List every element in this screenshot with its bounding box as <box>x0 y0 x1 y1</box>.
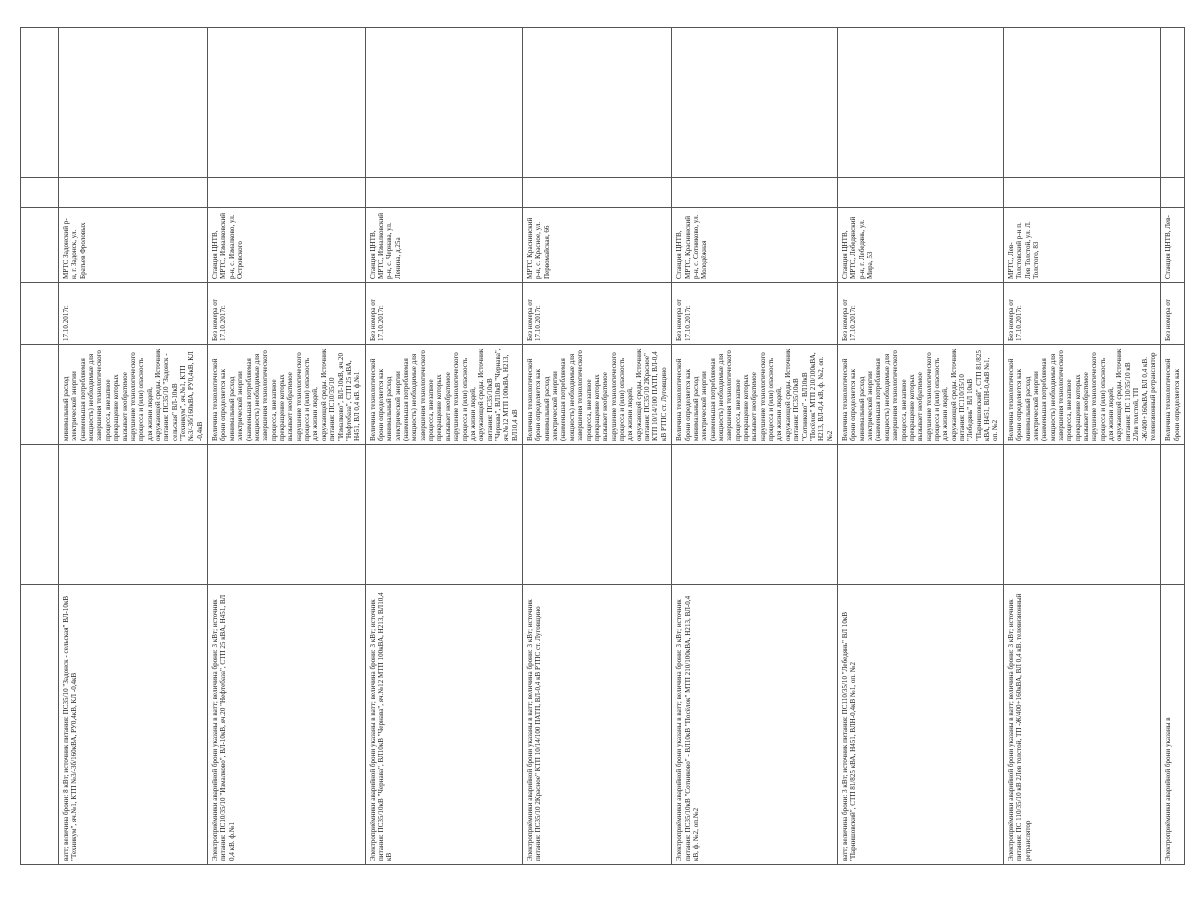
cell-desc: Величина технологической брони определяется как минимальный расход электрической энергии (наименьшая потребляемая мощность) необходимые для завершения технологического процесса, внезапное прекращение которых вызывает необратимое нарушение технологического процесса и (или) опасность для жизни людей, окружающей среды. Источник питания: ПС35/10 2Красное" КТП 10/14/100 ПАТП, ВЛ-0,4 кВ РТПС ст. Луговщино <box>523 345 672 445</box>
cell-empty <box>672 445 838 585</box>
cell-empty <box>1003 178 1160 208</box>
cell-desc: минимальный расход электрической энергии (наименьшая потребляемая мощность) необходимые для завершения технологического процесса, внезапное прекращение которых вызывает необратимое нарушение технологического процесса и (или) опасность для жизни людей, окружающей среды. Источник питания: ПС35/10 "Задонск - сельская" ВЛ-10кВ "Техникум", яч.№1, КТП №3/-3б/160кВА, РУ0,4кВ, КЛ -0,4кВ <box>59 345 208 445</box>
cell-empty <box>21 445 59 585</box>
table-row <box>365 28 522 865</box>
cell-place: Станция ЦНТВ, МРТС, Измалковский р-н, с. Чернава, ул. Ленина, д.25а <box>365 208 522 283</box>
cell-note: Электроприёмники аварийной брони указаны в <box>1161 585 1185 865</box>
cell-desc: Величина технологической брони определяется как минимальный расход электрической энергии (наименьшая потребляемая мощность) необходимые для завершения технологического процесса, внезапное прекращение которых вызывает необратимое нарушение технологического процесса и (или) опасность для жизни людей, окружающей среды. Источник питания: ПС110/35/10 "Лебедянь" ВЛ 10кВ "Парнишовский", СТП 81/825 кВА, Н451, ВЛН-0,4кВ №1, оп. №2 <box>837 345 1003 445</box>
cell-empty <box>523 178 672 208</box>
cell-place: Станция ЦНТВ, МРТС, Измалковский р-н, с. Измалково, ул. Островского <box>208 208 365 283</box>
cell-place: Станция ЦНТВ, МРТС, Лебедянский р-н, г. Лебедянь, ул. Мира, 53 <box>837 208 1003 283</box>
cell-date: Без номера от 17.10.2017г. <box>672 283 838 345</box>
cell-empty <box>1161 28 1185 178</box>
cell-empty <box>672 28 838 178</box>
cell-empty <box>208 445 365 585</box>
cell-note: Электроприёмники аварийной брони указаны в ватт; величина брони: 3 кВт; источник питания: ПС 110/35/10 кВ 2Лев толстой, ТП -Ж/400+160кВА, ВЛ 0,4 кВ. телевизионный ретранслятор <box>1003 585 1160 865</box>
cell-empty <box>365 28 522 178</box>
cell-note: ватт; величина брони: 3 кВт; источник питания: ПС110/35/10 "Лебедянь" ВЛ 10кВ "Парнишовский", СТП 81/825 кВА, Н451, ВЛН-0,4кВ №1, оп. №2 <box>837 585 1003 865</box>
table-row <box>59 28 208 865</box>
cell-date: Без номера от 17.10.2017г. <box>837 283 1003 345</box>
armour-table <box>20 27 1185 865</box>
cell-desc: Величина технологической брони определяется как минимальный расход электрической энергии (наименьшая потребляемая мощность) необходимые для завершения технологического процесса, внезапное прекращение которых вызывает необратимое нарушение технологического процесса и (или) опасность для жизни людей, окружающей среды. Источник питания: ПС35/10кВ "Чернава", ВЛ10кВ "Чернава", яч.№12 МТП 100кВА, Н213, ВЛ10,4 кВ <box>365 345 522 445</box>
cell-note: Электроприёмники аварийной брони указаны в ватт; величина брони: 3 кВт; источник питания: ПС35/10 2Красное" КТП 10/14/100 ПАТП, ВЛ-0,4 кВ РТПС ст. Луговщино <box>523 585 672 865</box>
table-row <box>837 28 1003 865</box>
cell-empty <box>21 178 59 208</box>
cell-date: Без номера от 17.10.2017г. <box>208 283 365 345</box>
cell-note <box>21 585 59 865</box>
cell-empty <box>365 178 522 208</box>
table-row <box>672 28 838 865</box>
cell-place: МРТС Задонский р- н, г. Задонск, ул. Братьев Фроловых <box>59 208 208 283</box>
cell-date <box>21 283 59 345</box>
cell-empty <box>59 178 208 208</box>
cell-place: МРТС Краснинский р-н, с. Красное, ул. Первомайская, 66 <box>523 208 672 283</box>
cell-date: Без номера от 17.10.2017г. <box>365 283 522 345</box>
cell-place: Станция ЦНТВ, Лев- <box>1161 208 1185 283</box>
cell-date: 17.10.2017г. <box>59 283 208 345</box>
cell-desc <box>21 345 59 445</box>
cell-desc: Величина технологической брони определяется как <box>1161 345 1185 445</box>
cell-empty <box>208 178 365 208</box>
cell-place <box>21 208 59 283</box>
cell-empty <box>59 445 208 585</box>
cell-desc: Величина технологической брони определяется как минимальный расход электрической энергии (наименьшая потребляемая мощность) необходимые для завершения технологического процесса, внезапное прекращение которых вызывает необратимое нарушение технологического процесса и (или) опасность для жизни людей, окружающей среды. Источник питания: ПС35/10кВ "Сотниково" - ВЛ10кВ "Посёлок" МТП 210/100кВА, Н213, ВЛ-0,4 кВ, ф. №2, оп.№2 <box>672 345 838 445</box>
cell-empty <box>59 28 208 178</box>
cell-date: Без номера от <box>1161 283 1185 345</box>
table-row <box>523 28 672 865</box>
cell-note: Электроприёмники аварийной брони указаны в ватт; величина брони: 3 кВт; источник питания: ПС35/10кВ "Чернава", ВЛ10кВ "Чернава", яч.№12 МТП 100кВА, Н213, ВЛ10,4 кВ <box>365 585 522 865</box>
cell-empty <box>672 178 838 208</box>
cell-empty <box>523 445 672 585</box>
rotated-table-container <box>20 28 1181 865</box>
cell-empty <box>365 445 522 585</box>
cell-empty <box>1003 445 1160 585</box>
cell-date: Без номера от 17.10.2017г. <box>1003 283 1160 345</box>
cell-empty <box>1161 445 1185 585</box>
cell-empty <box>837 445 1003 585</box>
cell-empty <box>1161 178 1185 208</box>
cell-empty <box>208 28 365 178</box>
cell-note: Электроприёмники аварийной брони указаны в ватт; величина брони: 3 кВт; источник питания: ПС35/10кВ "Сотниково" - ВЛ10кВ "Посёлок" МТП 210/100кВА, Н213, ВЛ-0,4 кВ, ф. №2, оп.№2 <box>672 585 838 865</box>
cell-empty <box>523 28 672 178</box>
cell-desc: Величина технологической брони определяется как минимальный расход электрической энергии (наименьшая потребляемая мощность) необходимые для завершения технологического процесса, внезапное прекращение которых вызывает необратимое нарушение технологического процесса и (или) опасность для жизни людей, окружающей среды. Источник питания: ПС10/35/10 "Измалково", ВЛ-10кВ, яч.20 "Нефтебаза", СТП 25 кВА, Н451, ВЛ 0,4 кВ. ф.№1 <box>208 345 365 445</box>
cell-empty <box>1003 28 1160 178</box>
cell-place: МРТС, Лев-Толстовский р-н п. Лев Толстой, ул. Л. Толстого, 83 <box>1003 208 1160 283</box>
table-row <box>1003 28 1160 865</box>
cell-note: ватт; величина брони: 8 кВт; источник питания: ПС35/10 "Задонск - сельская" ВЛ-10кВ "Техникум", яч.№1, КТП №3/-3б/160кВА, РУ0,4кВ, КЛ -0,4кВ <box>59 585 208 865</box>
cell-empty <box>21 28 59 178</box>
table-row <box>1161 28 1185 865</box>
cell-empty <box>837 28 1003 178</box>
cell-note: Электроприёмники аварийной брони указаны в ватт; величина брони: 3 кВт; источник питания: ПС10/35/10 "Измалково", ВЛ-10кВ, яч.20 "Нефтебаза", СТП 25 кВА, Н451, ВЛ 0,4 кВ. ф.№1 <box>208 585 365 865</box>
cell-empty <box>837 178 1003 208</box>
cell-date: Без номера от 17.10.2017г. <box>523 283 672 345</box>
cell-place: Станция ЦНТВ, МРТС, Краснинский р-н, с. Сотниково, ул. Молодёжная <box>672 208 838 283</box>
table-row <box>208 28 365 865</box>
cell-desc: Величина технологической брони определяется как минимальный расход электрической энергии (наименьшая потребляемая мощность) необходимые для завершения технологического процесса, внезапное прекращение которых вызывает необратимое нарушение технологического процесса и (или) опасность для жизни людей, окружающей среды. Источник питания: ПС 110/35/10 кВ 2Лев толстой, ТП -Ж/400+160кВА, ВЛ 0,4 кВ. телевизионный ретранслятор <box>1003 345 1160 445</box>
table-row <box>21 28 59 865</box>
